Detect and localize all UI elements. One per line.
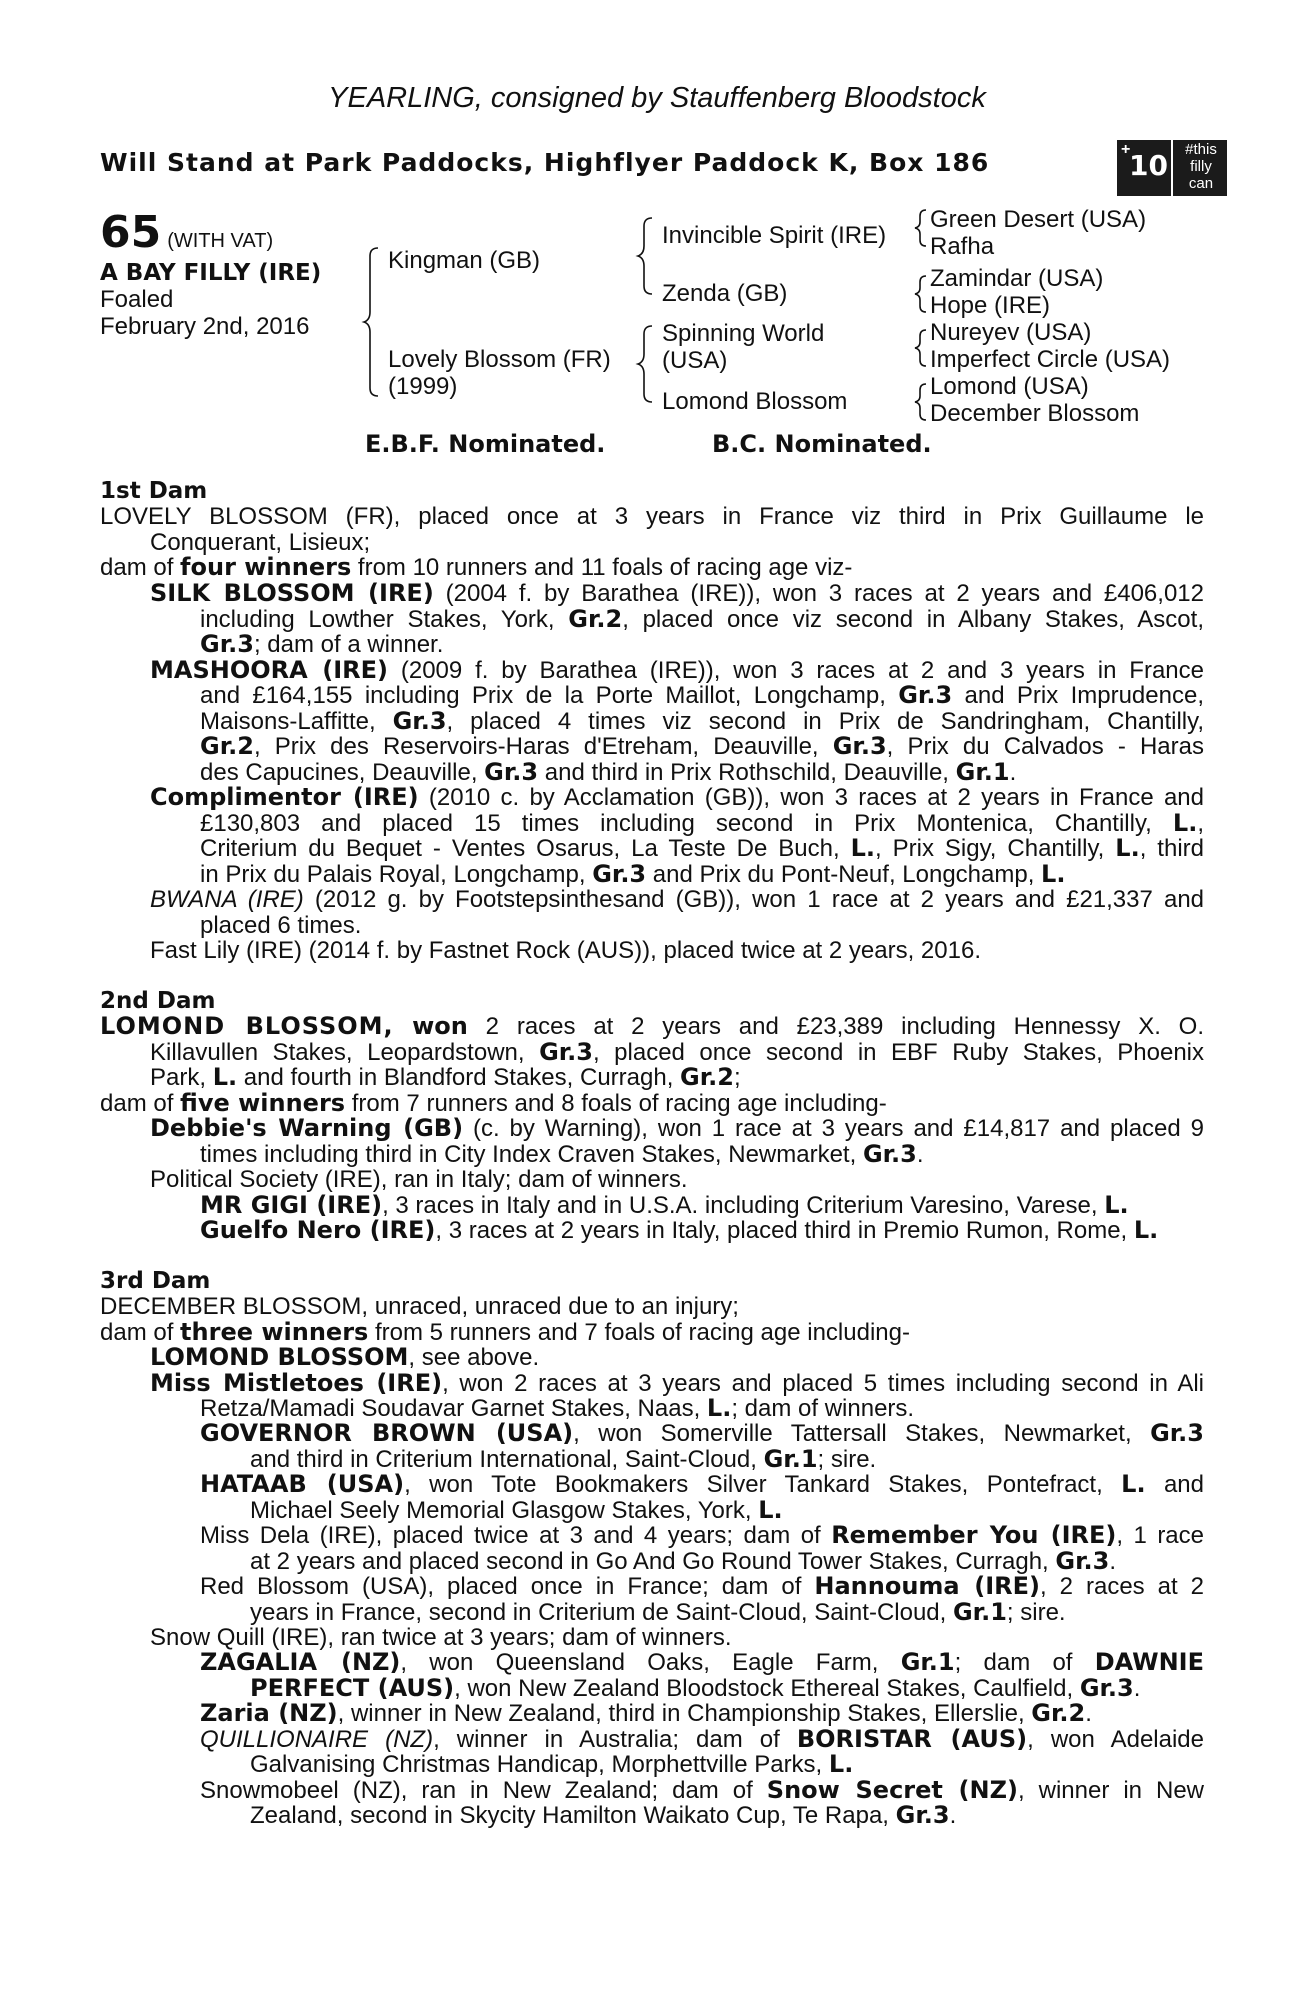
first-dam-produce: SILK BLOSSOM (IRE) (2004 f. by Barathea (IRE)), won 3 races at 2 years and £406,012 including Lowther Stakes, York, Gr.2, placed once viz second in Albany Stakes, Ascot, Gr.3; dam of a winner. MASHOORA (IRE) (2009 f. by Barathea (IRE)), won 3 races at 2 and 3 years in France and £164,155 including Prix de la Porte Maillot, Longchamp, Gr.3 and Prix Imprudence, Maisons-Laffitte, Gr.3, placed 4 times viz second in Prix de Sandringham, Chantilly, Gr.2, Prix des Reservoirs-Haras d'Etreham, Deauville, Gr.3, Prix du Calvados - Haras des Capucines, Deauville, Gr.3 and third in Prix Rothschild, Deauville, Gr.1. Complimentor (IRE) (2010 c. by Acclamation (GB)), won 3 races at 2 years in France and £130,803 and placed 15 times including second in Prix Montenica, Chantilly, L., Criterium du Bequet - Ventes Osarus, La Teste De Buch, L., Prix Sigy, Chantilly, L., third in Prix du Palais Royal, Longchamp, Gr.3 and Prix du Pont-Neuf, Longchamp, L. BWANA (IRE) (2012 g. by Footstepsinthesand (GB)), won 1 race at 2 years and £21,337 and placed 6 times. Fast Lily (IRE) (2014 f. by Fastnet Rock (AUS)), placed twice at 2 years, 2016.: [150, 579, 1205, 964]
ebf-nominated: E.B.F. Nominated.: [365, 430, 606, 458]
snow-quill-produce: ZAGALIA (NZ), won Queensland Oaks, Eagle Farm, Gr.1; dam of DAWNIE PERFECT (AUS), won New Zealand Bloodstock Ethereal Stakes, Caulfield, Gr.3. Zaria (NZ), winner in New Zealand, third in Championship Stakes, Ellerslie, Gr.2. QUILLIONAIRE (NZ), winner in Australia; dam of BORISTAR (AUS), won Adelaide Galvanising Christmas Handicap, Morphettville Parks, L. Snowmobeel (NZ), ran in New Zealand; dam of Snow Secret (NZ), winner in New Zealand, second in Skycity Hamilton Waikato Cup, Te Rapa, Gr.3.: [200, 1648, 1205, 1829]
zaria: Zaria (NZ), winner in New Zealand, third in Championship Stakes, Ellerslie, Gr.2.: [200, 1699, 1092, 1727]
sire: Kingman (GB): [388, 247, 541, 274]
miss-mistletoes-produce: GOVERNOR BROWN (USA), won Somerville Tattersall Stakes, Newmarket, Gr.3 and third in Criterium International, Saint-Cloud, Gr.1; sire. HATAAB (USA), won Tote Bookmakers Silver Tankard Stakes, Pontefract, L. and Michael Seely Memorial Glasgow Stakes, York, L. Miss Dela (IRE), placed twice at 3 and 4 years; dam of Remember You (IRE), 1 race at 2 years and placed second in Go And Go Round Tower Stakes, Curragh, Gr.3. Red Blossom (USA), placed once in France; dam of Hannouma (IRE), 2 races at 2 years in France, second in Criterium de Saint-Cloud, Saint-Cloud, Gr.1; sire.: [200, 1419, 1205, 1626]
dam: Lovely Blossom (FR): [388, 346, 611, 373]
second-dam-produce: Debbie's Warning (GB) (c. by Warning), won 1 race at 3 years and £14,817 and placed 9 times including third in City Index Craven Stakes, Newmarket, Gr.3. Political Society (IRE), ran in Italy; dam of winners. MR GIGI (IRE), 3 races in Italy and in U.S.A. including Criterium Varesino, Varese, L. Guelfo Nero (IRE), 3 races at 2 years in Italy, placed third in Premio Rumon, Rome, L.: [150, 1114, 1204, 1244]
lomond-blossom-ref: LOMOND BLOSSOM, see above.: [150, 1343, 540, 1371]
stand-location: Will Stand at Park Paddocks, Highflyer Paddock K, Box 186: [100, 148, 990, 177]
fast-lily: Fast Lily (IRE) (2014 f. by Fastnet Rock (AUS)), placed twice at 2 years, 2016.: [150, 937, 981, 964]
gen3-6: Imperfect Circle (USA): [930, 346, 1171, 373]
debbies-warning: Debbie's Warning (GB) (c. by Warning), won 1 race at 3 years and £14,817 and placed 9: [150, 1114, 1204, 1142]
mashoora: MASHOORA (IRE) (2009 f. by Barathea (IRE)), won 3 races at 2 and 3 years in France: [150, 655, 1204, 684]
lot-name: A BAY FILLY (IRE): [100, 260, 322, 286]
bwana: BWANA (IRE) (2012 g. by Footstepsinthesand (GB)), won 1 race at 2 years and £21,337 and: [150, 886, 1205, 913]
vat-note: (WITH VAT): [167, 230, 274, 252]
consignor-line: YEARLING, consigned by Stauffenberg Bloodstock: [328, 82, 986, 114]
gen3-8: December Blossom: [930, 400, 1140, 427]
this-filly-can-logo: #this filly can: [1173, 140, 1227, 196]
third-dam-produce: LOMOND BLOSSOM, see above. Miss Mistletoes (IRE), won 2 races at 3 years and placed 5 times including second in Ali Retza/Mamadi Soudavar Garnet Stakes, Naas, L.; dam of winners.: [150, 1343, 1204, 1422]
plus-ten-logo: + 10: [1117, 140, 1171, 196]
sire-dam: Zenda (GB): [662, 280, 788, 307]
first-dam-text: LOVELY BLOSSOM (FR), placed once at 3 years in France viz third in Prix Guillaume le Conquerant, Lisieux; dam of four winners from 10 runners and 11 foals of racing age viz-: [100, 503, 1204, 581]
dam-sire-country: (USA): [662, 347, 728, 374]
second-dam-heading: 2nd Dam: [100, 988, 216, 1014]
foaled-label: Foaled: [100, 286, 174, 313]
dam-sire: Spinning World: [662, 320, 825, 347]
gen3-3: Zamindar (USA): [930, 265, 1104, 292]
first-dam-heading: 1st Dam: [100, 478, 208, 504]
dam-year: (1999): [388, 373, 458, 400]
gen3-7: Lomond (USA): [930, 373, 1089, 400]
mr-gigi: MR GIGI (IRE), 3 races in Italy and in U.S.A. including Criterium Varesino, Varese, L.: [200, 1190, 1129, 1219]
snow-quill: Snow Quill (IRE), ran twice at 3 years; dam of winners.: [150, 1624, 732, 1651]
foaled-date: February 2nd, 2016: [100, 313, 310, 340]
hataab: HATAAB (USA), won Tote Bookmakers Silver Tankard Stakes, Pontefract, L. and: [200, 1470, 1204, 1498]
gen3-2: Rafha: [930, 233, 995, 260]
gen3-4: Hope (IRE): [930, 292, 1051, 319]
miss-dela: Miss Dela (IRE), placed twice at 3 and 4 years; dam of Remember You (IRE), 1 race: [200, 1521, 1205, 1549]
red-blossom: Red Blossom (USA), placed once in France; dam of Hannouma (IRE), 2 races at 2: [200, 1572, 1204, 1600]
guelfo-nero: Guelfo Nero (IRE), 3 races at 2 years in Italy, placed third in Premio Rumon, Rome, L.: [200, 1216, 1159, 1244]
miss-mistletoes: Miss Mistletoes (IRE), won 2 races at 3 years and placed 5 times including second in Ali: [150, 1368, 1204, 1397]
gen3-5: Nureyev (USA): [930, 319, 1092, 346]
complimentor: Complimentor (IRE) (2010 c. by Acclamation (GB)), won 3 races at 2 years in France and: [150, 783, 1204, 811]
quillionaire: QUILLIONAIRE (NZ), winner in Australia; dam of BORISTAR (AUS), won Adelaide: [200, 1724, 1204, 1753]
gen3-1: Green Desert (USA): [930, 206, 1147, 233]
bc-nominated: B.C. Nominated.: [712, 430, 932, 458]
sire-sire: Invincible Spirit (IRE): [662, 222, 887, 249]
governor-brown: GOVERNOR BROWN (USA), won Somerville Tattersall Stakes, Newmarket, Gr.3: [200, 1419, 1204, 1447]
second-dam-text: LOMOND BLOSSOM, won 2 races at 2 years and £23,389 including Hennessy X. O. Killavullen Stakes, Leopardstown, Gr.3, placed once second in EBF Ruby Stakes, Phoenix Park, L. and fourth in Blandford Stakes, Curragh, Gr.2; dam of five winners from 7 runners and 8 foals of racing age including-: [100, 1012, 1205, 1117]
third-dam-heading: 3rd Dam: [100, 1268, 211, 1294]
zagalia: ZAGALIA (NZ), won Queensland Oaks, Eagle Farm, Gr.1; dam of DAWNIE: [200, 1648, 1205, 1676]
silk-blossom: SILK BLOSSOM (IRE) (2004 f. by Barathea (IRE)), won 3 races at 2 years and £406,012: [150, 579, 1204, 607]
third-dam-text: DECEMBER BLOSSOM, unraced, unraced due to an injury; dam of three winners from 5 runners and 7 foals of racing age including-: [100, 1293, 910, 1346]
snowmobeel: Snowmobeel (NZ), ran in New Zealand; dam of Snow Secret (NZ), winner in New: [200, 1775, 1205, 1804]
dam-dam: Lomond Blossom: [662, 388, 848, 415]
lot-number: 65: [100, 207, 162, 258]
political-society: Political Society (IRE), ran in Italy; dam of winners.: [150, 1166, 688, 1193]
